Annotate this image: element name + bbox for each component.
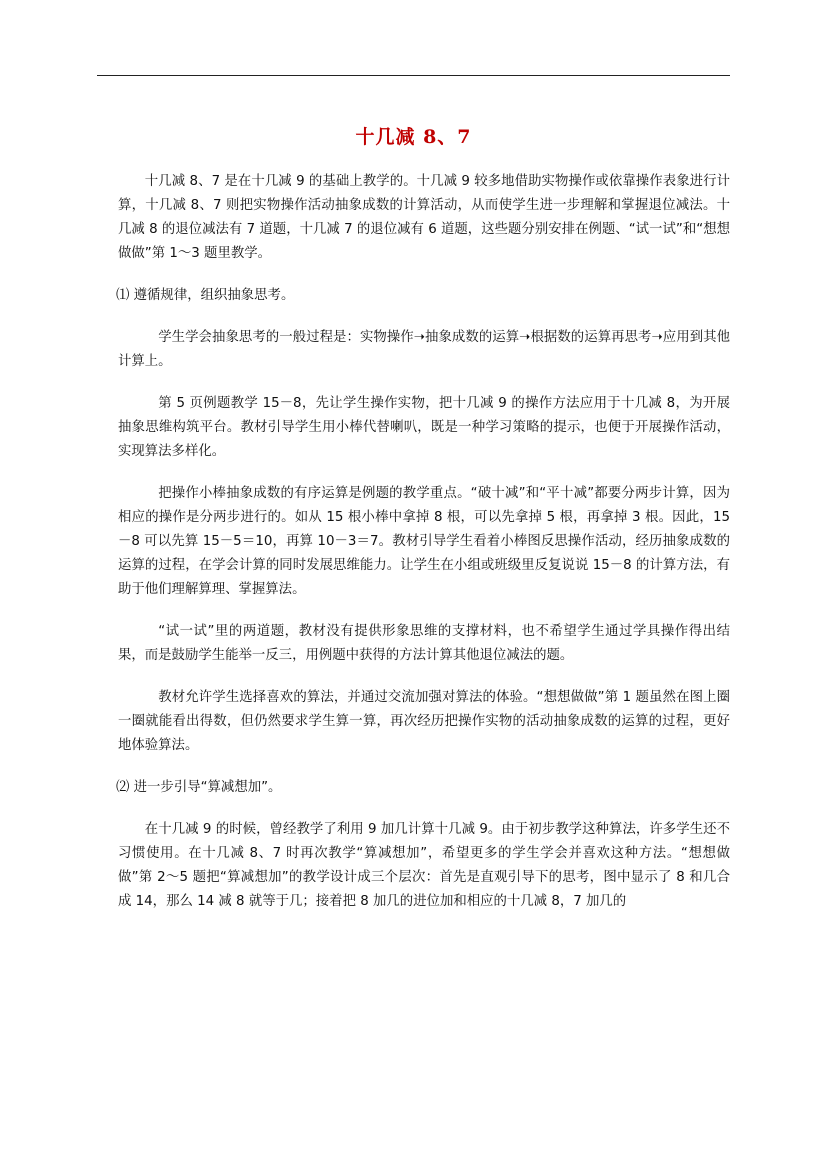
document-body bbox=[118, 170, 730, 914]
paragraph-abstract-process: 学生学会抽象思考的一般过程是：实物操作➝抽象成数的运算➝根据数的运算再思考➝应用到其他计算上。 bbox=[118, 330, 730, 369]
paragraph-try-it: “试一试”里的两道题，教材没有提供形象思维的支撑材料，也不希望学生通过学具操作得出结果，而是鼓励学生能举一反三，用例题中获得的方法计算其他退位减法的题。 bbox=[118, 624, 730, 663]
section-heading-2: ⑵ 进一步引导“算减想加”。 bbox=[116, 780, 282, 795]
paragraph-choose-method: 教材允许学生选择喜欢的算法，并通过交流加强对算法的体验。“想想做做”第 1 题虽然在图上圈一圈就能看出得数，但仍然要求学生算一算，再次经历把操作实物的活动抽象成数的运算的过程，更好地体验算法。 bbox=[118, 690, 730, 753]
document-title: 十几减 8、7 bbox=[355, 126, 472, 148]
paragraph-subtract-think-add: 在十几减 9 的时候，曾经教学了利用 9 加几计算十几减 9。由于初步教学这种算法，许多学生还不习惯使用。在十几减 8、7 时再次教学“算减想加”，希望更多的学生学会并喜欢这种方法。“想想做做”第 2～5 题把“算减想加”的教学设计成三个层次：首先是直观引导下的思考，图中显示了 8 和几合成 14，那么 14 减 8 就等于几；接着把 8 加几的进位加和相应的十几减 8，7 加几的 bbox=[118, 822, 730, 909]
paragraph-teaching-focus: 把操作小棒抽象成数的有序运算是例题的教学重点。“破十减”和“平十减”都要分两步计算，因为相应的操作是分两步进行的。如从 15 根小棒中拿掉 8 根，可以先拿掉 5 根，再拿掉 3 根。因此，15－8 可以先算 15－5＝10，再算 10－3＝7。教材引导学生看着小棒图反思操作活动，经历抽象成数的运算的过程，在学会计算的同时发展思维能力。让学生在小组或班级里反复说说 15－8 的计算方法，有助于他们理解算理、掌握算法。 bbox=[118, 486, 730, 597]
paragraph-intro: 十几减 8、7 是在十几减 9 的基础上教学的。十几减 9 较多地借助实物操作或依靠操作表象进行计算，十几减 8、7 则把实物操作活动抽象成数的计算活动，从而使学生进一步理解和掌握退位减法。十几减 8 的退位减法有 7 道题，十几减 7 的退位减有 6 道题，这些题分别安排在例题、“试一试”和“想想做做”第 1～3 题里教学。 bbox=[118, 174, 730, 261]
paragraph-example-15-8: 第 5 页例题教学 15－8，先让学生操作实物，把十几减 9 的操作方法应用于十几减 8，为开展抽象思维构筑平台。教材引导学生用小棒代替喇叭，既是一种学习策略的提示，也便于开展操作活动，实现算法多样化。 bbox=[118, 396, 730, 459]
header-rule bbox=[97, 75, 730, 76]
section-heading-1: ⑴ 遵循规律，组织抽象思考。 bbox=[116, 288, 295, 303]
